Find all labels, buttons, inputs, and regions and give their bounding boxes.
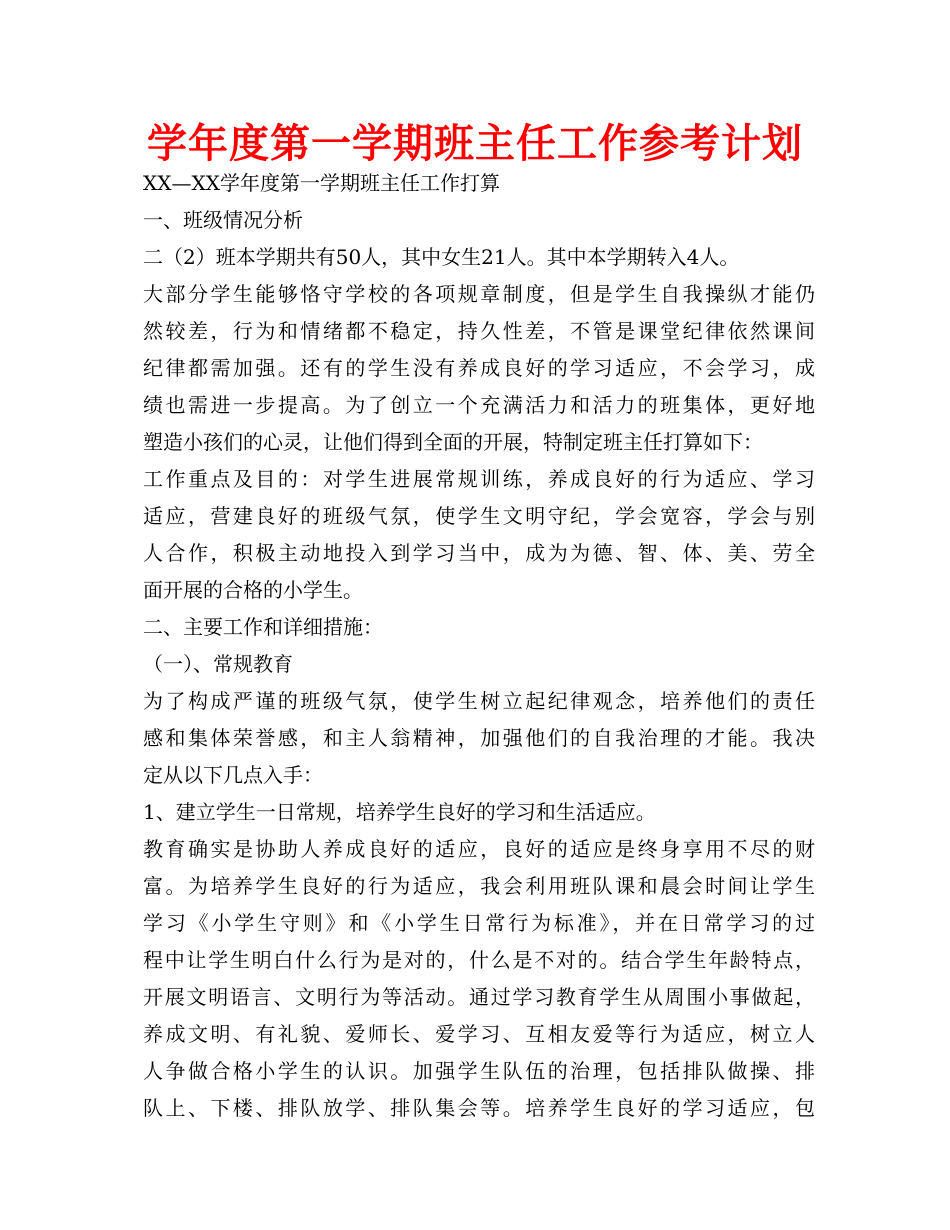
body-line: 面开展的合格的小学生。 bbox=[143, 578, 363, 602]
body-line: 开展文明语言、文明行为等活动。通过学习教育学生从周围小事做起， bbox=[143, 985, 815, 1009]
body-line: 教育确实是协助人养成良好的适应，良好的适应是终身享用不尽的财 bbox=[143, 837, 815, 861]
body-line: XX—XX学年度第一学期班主任工作打算 bbox=[143, 171, 500, 195]
document-title: 学年度第一学期班主任工作参考计划 bbox=[147, 121, 803, 167]
body-line: 1、建立学生一日常规，培养学生良好的学习和生活适应。 bbox=[143, 800, 656, 824]
body-line: 然较差，行为和情绪都不稳定，持久性差，不管是课堂纪律依然课间 bbox=[143, 319, 815, 343]
body-line: 为了构成严谨的班级气氛，使学生树立起纪律观念，培养他们的责任 bbox=[143, 689, 815, 713]
body-line: 塑造小孩们的心灵，让他们得到全面的开展，特制定班主任打算如下： bbox=[143, 430, 763, 454]
body-line: 人争做合格小学生的认识。加强学生队伍的治理，包括排队做操、排 bbox=[143, 1059, 815, 1083]
body-line: 感和集体荣誉感，和主人翁精神，加强他们的自我治理的才能。我决 bbox=[143, 726, 815, 750]
body-line: 程中让学生明白什么行为是对的，什么是不对的。结合学生年龄特点， bbox=[143, 948, 815, 972]
body-line: 绩也需进一步提高。为了创立一个充满活力和活力的班集体，更好地 bbox=[143, 393, 815, 417]
body-line: （一）、常规教育 bbox=[143, 652, 293, 676]
body-line: 大部分学生能够恪守学校的各项规章制度，但是学生自我操纵才能仍 bbox=[143, 282, 815, 306]
body-line: 一、班级情况分析 bbox=[143, 208, 303, 232]
body-line: 人合作，积极主动地投入到学习当中，成为为德、智、体、美、劳全 bbox=[143, 541, 815, 565]
body-line: 富。为培养学生良好的行为适应，我会利用班队课和晨会时间让学生 bbox=[143, 874, 815, 898]
body-line: 队上、下楼、排队放学、排队集会等。培养学生良好的学习适应，包 bbox=[143, 1096, 815, 1120]
body-line: 养成文明、有礼貌、爱师长、爱学习、互相友爱等行为适应，树立人 bbox=[143, 1022, 815, 1046]
body-line: 工作重点及目的：对学生进展常规训练，养成良好的行为适应、学习 bbox=[143, 467, 815, 491]
document-body bbox=[143, 165, 815, 1127]
body-line: 适应，营建良好的班级气氛，使学生文明守纪，学会宽容，学会与别 bbox=[143, 504, 815, 528]
body-line: 二（2）班本学期共有50人，其中女生21人。其中本学期转入4人。 bbox=[143, 245, 740, 269]
body-line: 学习《小学生守则》和《小学生日常行为标准》，并在日常学习的过 bbox=[143, 911, 815, 935]
body-line: 纪律都需加强。还有的学生没有养成良好的学习适应，不会学习，成 bbox=[143, 356, 815, 380]
body-line: 二、主要工作和详细措施： bbox=[143, 615, 383, 639]
body-line: 定从以下几点入手： bbox=[143, 763, 323, 787]
